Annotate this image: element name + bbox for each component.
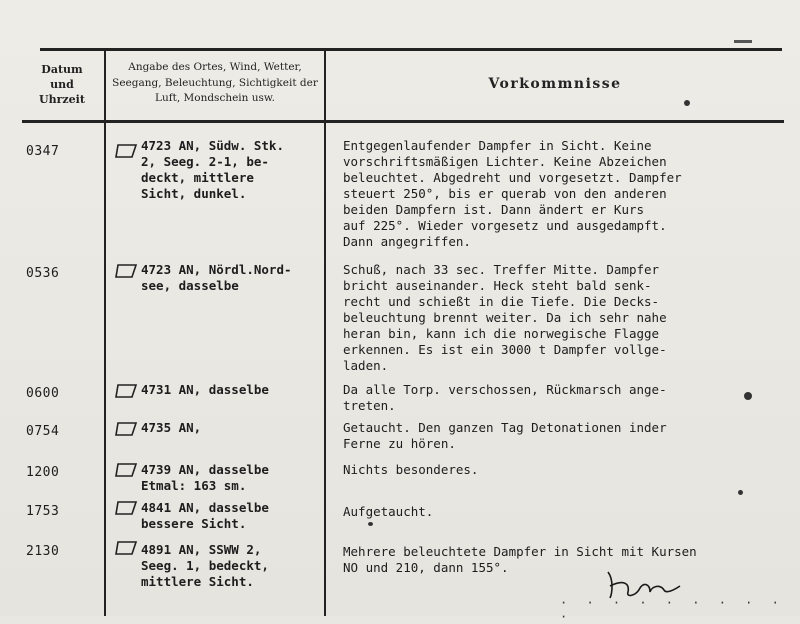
entry-event-line: Mehrere beleuchtete Dampfer in Sicht mit Kursen	[343, 544, 697, 559]
entry-place-line: mittlere Sicht.	[141, 574, 254, 589]
entry-place-line: 2, Seeg. 2-1, be-	[141, 154, 269, 169]
entry-place-line: Etmal: 163 sm.	[141, 478, 247, 493]
entry-event-line: recht und schießt in die Tiefe. Die Decks-	[343, 294, 660, 309]
entry-event-line: steuert 250°, bis er querab von den anderen	[343, 186, 667, 201]
entry-event-line: beleuchtet. Abgedreht und vorgesetzt. Dampfer	[343, 170, 682, 185]
entry-place-line: Sicht, dunkel.	[141, 186, 247, 201]
entry-time: 0754	[26, 424, 60, 439]
grid-square-icon	[114, 143, 138, 159]
grid-square-icon	[114, 462, 138, 478]
entry-event-line: Getaucht. Den ganzen Tag Detonationen inder	[343, 420, 667, 435]
grid-square-icon	[114, 383, 138, 399]
entry-event-line: beleuchtung brennt weiter. Da ich sehr nahe	[343, 310, 667, 325]
entry-event-line: bricht auseinander. Heck steht bald senk-	[343, 278, 652, 293]
grid-square-icon	[114, 540, 138, 556]
ink-speck	[684, 100, 690, 106]
entry-event-line: laden.	[343, 358, 389, 373]
entry-event-line: Ferne zu hören.	[343, 436, 456, 451]
entry-place-line: 4723 AN, Nördl.Nord-	[141, 262, 292, 277]
entry-event-line: heran bin, kann ich die norwegische Flagge	[343, 326, 660, 341]
entry-place-line: 4841 AN, dasselbe	[141, 500, 269, 515]
col-divider-1	[104, 50, 106, 616]
entry-event-line: Nichts besonderes.	[343, 462, 479, 477]
ink-speck	[368, 522, 373, 526]
entry-place-line: 4723 AN, Südw. Stk.	[141, 138, 284, 153]
grid-square-icon	[114, 421, 138, 437]
entry-event-line: Schuß, nach 33 sec. Treffer Mitte. Dampfer	[343, 262, 660, 277]
entry-place-line: 4739 AN, dasselbe	[141, 462, 269, 477]
entry-time: 0536	[26, 266, 60, 281]
header-events-column: Vorkommnisse	[488, 76, 622, 92]
top-rule	[40, 48, 782, 51]
ink-speck	[744, 392, 752, 400]
dotted-signature-line: · · · · · · · · · ·	[560, 596, 785, 624]
grid-square-icon	[114, 263, 138, 279]
header-time-column: Datum und Uhrzeit	[39, 63, 85, 106]
entry-time: 0600	[26, 386, 60, 401]
entry-event-line: treten.	[343, 398, 396, 413]
entry-place-line: deckt, mittlere	[141, 170, 254, 185]
entry-time: 2130	[26, 544, 60, 559]
grid-square-icon	[114, 500, 138, 516]
entry-place-line: Seeg. 1, bedeckt,	[141, 558, 269, 573]
entry-time: 1200	[26, 465, 60, 480]
entry-event-line: Entgegenlaufender Dampfer in Sicht. Keine	[343, 138, 652, 153]
ink-speck	[738, 490, 743, 495]
entry-event-line: Da alle Torp. verschossen, Rückmarsch ange-	[343, 382, 667, 397]
entry-event-line: Aufgetaucht.	[343, 504, 434, 519]
entry-place-line: 4731 AN, dasselbe	[141, 382, 269, 397]
entry-event-line: Dann angegriffen.	[343, 234, 471, 249]
entry-time: 0347	[26, 144, 60, 159]
entry-event-line: beiden Dampfern ist. Dann ändert er Kurs	[343, 202, 645, 217]
entry-event-line: auf 225°. Wieder vorgesetz und ausgedampft.	[343, 218, 667, 233]
entry-place-line: see, dasselbe	[141, 278, 239, 293]
entry-event-line: erkennen. Es ist ein 3000 t Dampfer vollge-	[343, 342, 667, 357]
entry-event-line: NO und 210, dann 155°.	[343, 560, 509, 575]
col-divider-2	[324, 50, 326, 616]
entry-place-line: 4891 AN, SSWW 2,	[141, 542, 262, 557]
entry-place-line: bessere Sicht.	[141, 516, 247, 531]
corner-mark	[734, 40, 752, 43]
entry-place-line: 4735 AN,	[141, 420, 202, 435]
header-place-column: Angabe des Ortes, Wind, Wetter, Seegang, Beleuchtung, Sichtigkeit der Luft, Mondschein usw.	[112, 61, 318, 104]
entry-event-line: vorschriftsmäßigen Lichter. Keine Abzeichen	[343, 154, 667, 169]
entry-time: 1753	[26, 504, 60, 519]
header-rule	[22, 120, 784, 123]
